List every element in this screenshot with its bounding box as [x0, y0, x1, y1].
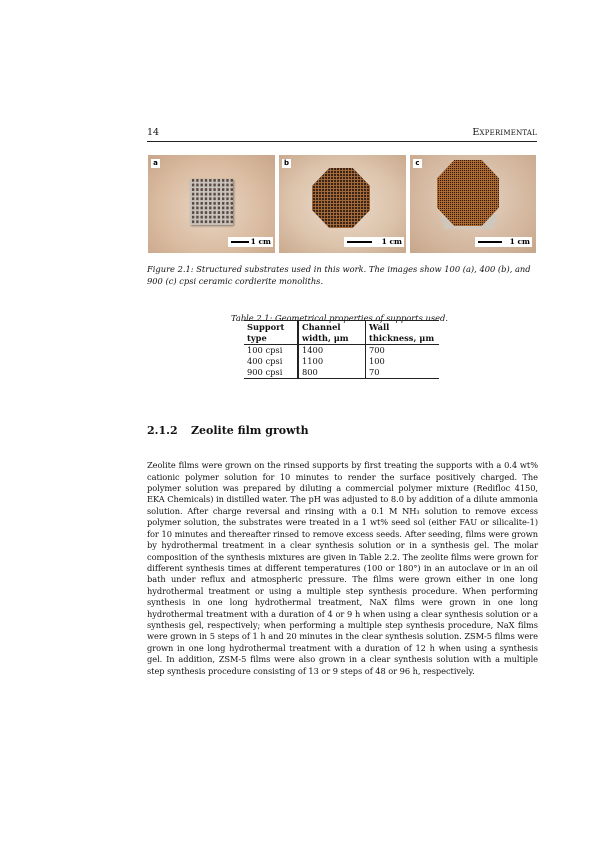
section-heading	[147, 424, 309, 437]
scale-line	[231, 241, 249, 243]
scale-line	[347, 241, 372, 243]
column-header: Support type	[244, 321, 298, 345]
scale-bar	[228, 237, 273, 247]
table-row	[244, 345, 439, 357]
panel-letter: a	[151, 159, 160, 168]
table-cell: 1400	[298, 345, 366, 357]
monolith-900cpsi-photo	[437, 160, 499, 226]
scale-label: 1 cm	[509, 237, 530, 246]
table-cell: 1100	[298, 356, 366, 367]
page-number: 14	[147, 127, 160, 138]
table-cell: 700	[366, 345, 440, 357]
section-number: 2.1.2	[147, 424, 178, 437]
figure-panel-a	[148, 155, 275, 253]
monolith-100cpsi-photo	[190, 179, 233, 225]
table-cell: 70	[366, 367, 440, 379]
page-header	[147, 127, 537, 142]
table-row	[244, 356, 439, 367]
table-cell: 900 cpsi	[244, 367, 298, 379]
scale-bar	[344, 237, 404, 247]
table-cell: 100	[366, 356, 440, 367]
table-cell: 400 cpsi	[247, 356, 283, 366]
running-title: Experimental	[472, 127, 537, 138]
column-header: Channel width, μm	[298, 321, 366, 345]
column-header: Wall thickness, μm	[366, 321, 440, 345]
table-header-row	[244, 321, 439, 345]
panel-letter: b	[283, 159, 289, 167]
table-cell: 800	[298, 367, 366, 379]
figure-caption: Figure 2.1: Structured substrates used in this work. The images show 100 (a), 400 (b), and 900 (c) cpsi ceramic cordierite monoliths.	[147, 264, 531, 286]
monolith-400cpsi-photo	[312, 168, 370, 228]
figure-panel-b	[279, 155, 406, 253]
table-cell: 100 cpsi	[247, 345, 283, 355]
scale-label: 1 cm	[250, 237, 271, 246]
scale-bar	[475, 237, 532, 247]
body-paragraph: Zeolite films were grown on the rinsed supports by first treating the supports with a 0.4 wt% cationic polymer solution for 10 minutes to render the surface positively charged. The polymer solution was prepared by diluting a commercial polymer mixture (Redifloc 4150, EKA Chemicals) in distilled water. The pH was adjusted to 8.0 by addition of a dilute ammonia solution. After charge reversal and rinsing with a 0.1 M NH₃ solution to remove excess polymer solution, the substrates were treated in a 1 wt% seed sol (either FAU or silicalite-1) for 10 minutes and thereafter rinsed to remove excess seeds. After seeding, films were grown by hydrothermal treatment in a clear synthesis solution or in a synthesis gel. The molar composition of the synthesis mixtures are given in Table 2.2. The zeolite films were grown for different synthesis times at different temperatures (100 or 180°) in an autoclave or in an oil bath under reflux and atmospheric pressure. The films were grown either in one long hydrothermal treatment or using a multiple step synthesis procedure. When performing synthesis in one long hydrothermal treatment, NaX films were grown in one long hydrothermal treatment with a duration of 4 or 9 h when using a clear synthesis solution or a synthesis gel, respectively; when performing a multiple step synthesis procedure, NaX films were grown in 5 steps of 1 h and 20 minutes in the clear synthesis solution. ZSM-5 films were grown in one long hydrothermal treatment with a duration of 12 h when using a synthesis gel. In addition, ZSM-5 films were also grown in a clear synthesis solution with a multiple step synthesis procedure consisting of 13 or 9 steps of 48 or 96 h, respectively.	[147, 460, 538, 676]
scale-label: 1 cm	[381, 237, 402, 246]
support-properties-table	[244, 320, 439, 379]
figure-panel-c	[410, 155, 536, 253]
panel-letter: c	[413, 159, 422, 168]
table-row	[244, 367, 439, 379]
figure-monoliths	[148, 155, 536, 253]
section-title: Zeolite film growth	[191, 424, 309, 437]
table-caption: Table 2.1: Geometrical properties of supports used.	[231, 313, 448, 323]
scale-line	[478, 241, 502, 243]
